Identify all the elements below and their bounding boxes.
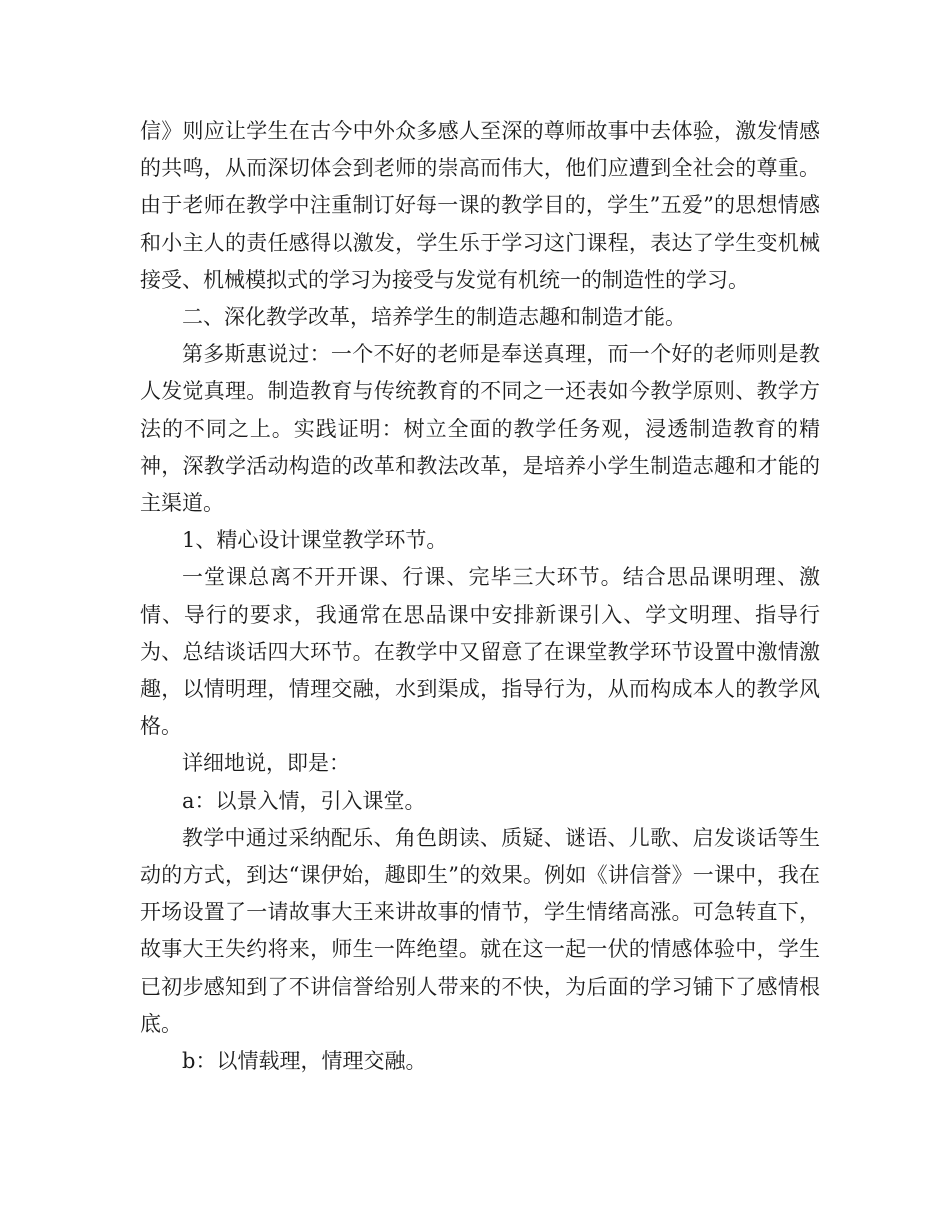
paragraph-intro-detail: 详细地说，即是： [182,751,350,776]
subsection-heading-one: 1、精心设计课堂教学环节。 [182,528,448,553]
document-body [140,113,820,1080]
item-heading-b: b：以情载理，情理交融。 [182,1049,427,1074]
paragraph-quote: 第多斯惠说过：一个不好的老师是奉送真理，而一个好的老师则是教人发觉真理。制造教育与传统教育的不同之一还表如今教学原则、教学方法的不同之上。实践证明：树立全面的教学任务观，浸透制造教育的精神，深教学活动构造的改革和教法改革，是培养小学生制造志趣和才能的主渠道。 [140,342,820,516]
paragraph-lesson-structure: 一堂课总离不开开课、行课、完毕三大环节。结合思品课明理、激情、导行的要求，我通常在思品课中安排新课引入、学文明理、指导行为、总结谈话四大环节。在教学中又留意了在课堂教学环节设置中激情激趣，以情明理，情理交融，水到渠成，指导行为，从而构成本人的教学风格。 [140,565,820,739]
paragraph-continuation: 信》则应让学生在古今中外众多感人至深的尊师故事中去体验，激发情感的共鸣，从而深切体会到老师的崇高而伟大，他们应遭到全社会的尊重。由于老师在教学中注重制订好每一课的教学目的，学生”五爱”的思想情感和小主人的责任感得以激发，学生乐于学习这门课程，表达了学生变机械接受、机械模拟式的学习为接受与发觉有机统一的制造性的学习。 [140,119,820,292]
paragraph-example: 教学中通过采纳配乐、角色朗读、质疑、谜语、儿歌、启发谈话等生动的方式，到达“课伊始，趣即生”的效果。例如《讲信誉》一课中，我在开场设置了一请故事大王来讲故事的情节，学生情绪高涨。可急转直下，故事大王失约将来，师生一阵绝望。就在这一起一伏的情感体验中，学生已初步感知到了不讲信誉给别人带来的不快，为后面的学习铺下了感情根底。 [140,825,820,1036]
item-heading-a: a：以景入情，引入课堂。 [182,788,426,813]
section-heading-two: 二、深化教学改革，培养学生的制造志趣和制造才能。 [182,305,686,330]
